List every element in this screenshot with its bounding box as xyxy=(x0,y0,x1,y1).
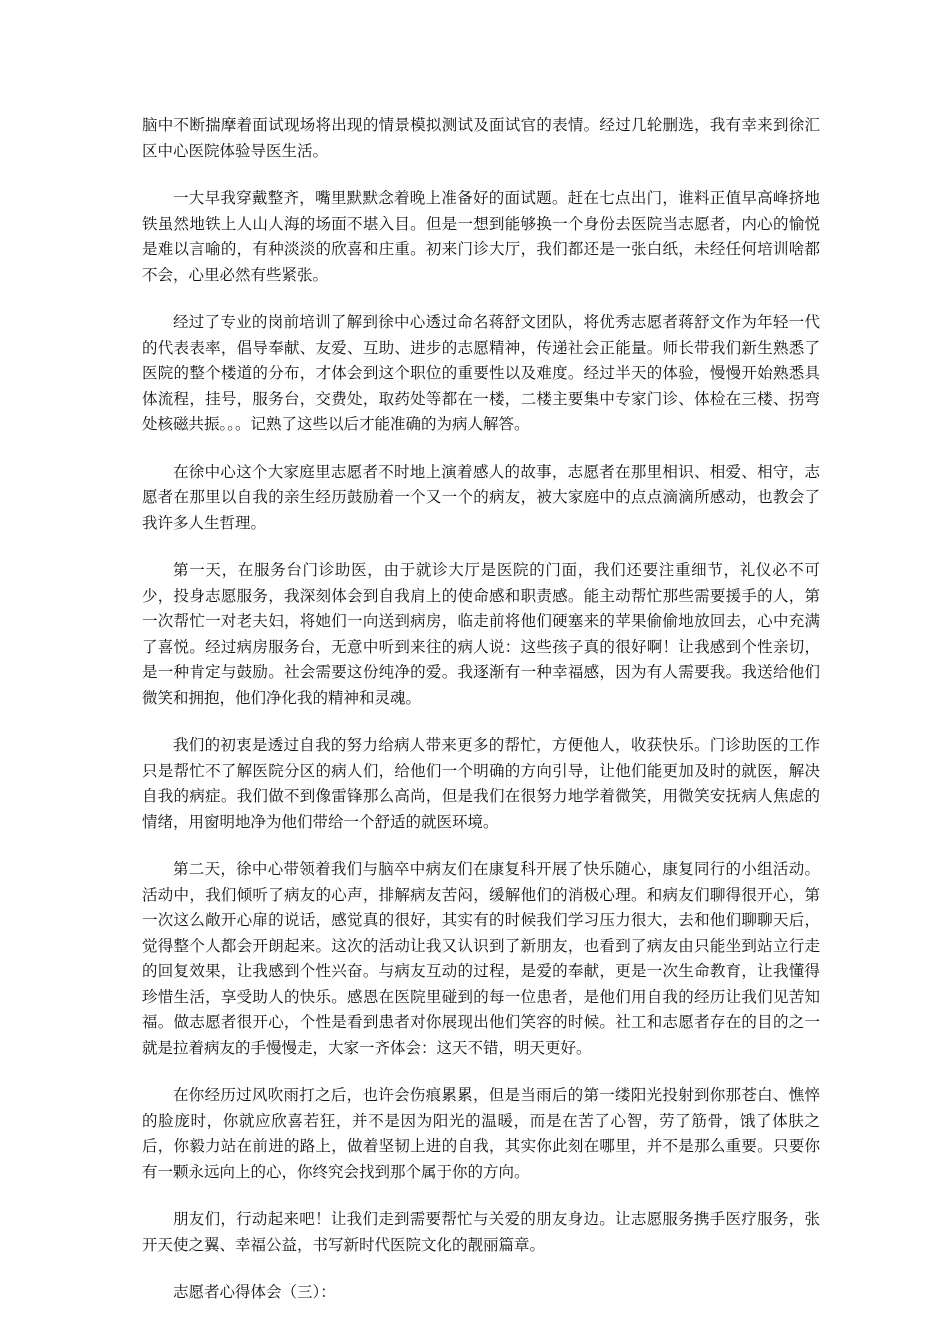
document-body xyxy=(142,113,820,1328)
paragraph-7: 第二天，徐中心带领着我们与脑卒中病友们在康复科开展了快乐随心，康复同行的小组活动。活动中，我们倾听了病友的心声，排解病友苦闷，缓解他们的消极心理。和病友们聊得很开心，第一次这么敞开心扉的说话，感觉真的很好，其实有的时候我们学习压力很大，去和他们聊聊天后，觉得整个人都会开朗起来。这次的活动让我又认识到了新朋友，也看到了病友由只能坐到站立行走的回复效果，让我感到个性兴奋。与病友互动的过程，是爱的奉献，更是一次生命教育，让我懂得珍惜生活，享受助人的快乐。感恩在医院里碰到的每一位患者，是他们用自我的经历让我们见苦知福。做志愿者很开心，个性是看到患者对你展现出他们笑容的时候。社工和志愿者存在的目的之一就是拉着病友的手慢慢走，大家一齐体会：这天不错，明天更好。 xyxy=(142,860,820,1057)
section-heading: 志愿者心得体会（三）： xyxy=(173,1283,336,1301)
paragraph-8: 在你经历过风吹雨打之后，也许会伤痕累累，但是当雨后的第一缕阳光投射到你那苍白、憔悴的脸庞时，你就应欣喜若狂，并不是因为阳光的温暖，而是在苦了心智，劳了筋骨，饿了体肤之后，你毅力站在前进的路上，做着坚韧上进的自我，其实你此刻在哪里，并不是那么重要。只要你有一颗永远向上的心，你终究会找到那个属于你的方向。 xyxy=(142,1086,820,1181)
paragraph-2: 一大早我穿戴整齐，嘴里默默念着晚上准备好的面试题。赶在七点出门，谁料正值早高峰挤地铁虽然地铁上人山人海的场面不堪入目。但是一想到能够换一个身份去医院当志愿者，内心的愉悦是难以言喻的，有种淡淡的欣喜和庄重。初来门诊大厅，我们都还是一张白纸，未经任何培训啥都不会，心里必然有些紧张。 xyxy=(142,189,820,284)
paragraph-1: 脑中不断揣摩着面试现场将出现的情景模拟测试及面试官的表情。经过几轮删选，我有幸来到徐汇区中心医院体验导医生活。 xyxy=(142,116,820,160)
paragraph-4: 在徐中心这个大家庭里志愿者不时地上演着感人的故事，志愿者在那里相识、相爱、相守，志愿者在那里以自我的亲生经历鼓励着一个又一个的病友，被大家庭中的点点滴滴所感动，也教会了我许多人生哲理。 xyxy=(142,462,820,532)
paragraph-5: 第一天，在服务台门诊助医，由于就诊大厅是医院的门面，我们还要注重细节，礼仪必不可少，投身志愿服务，我深刻体会到自我肩上的使命感和职责感。能主动帮忙那些需要援手的人，第一次帮忙一对老夫妇，将她们一向送到病房，临走前将他们硬塞来的苹果偷偷地放回去，心中充满了喜悦。经过病房服务台，无意中听到来往的病人说：这些孩子真的很好啊！让我感到个性亲切，是一种肯定与鼓励。社会需要这份纯净的爱。我逐渐有一种幸福感，因为有人需要我。我送给他们微笑和拥抱，他们净化我的精神和灵魂。 xyxy=(142,561,820,707)
paragraph-9: 朋友们，行动起来吧！让我们走到需要帮忙与关爱的朋友身边。让志愿服务携手医疗服务，张开天使之翼、幸福公益，书写新时代医院文化的靓丽篇章。 xyxy=(142,1210,820,1254)
paragraph-3: 经过了专业的岗前培训了解到徐中心透过命名蒋舒文团队，将优秀志愿者蒋舒文作为年轻一代的代表表率，倡导奉献、友爱、互助、进步的志愿精神，传递社会正能量。师长带我们新生熟悉了医院的整个楼道的分布，才体会到这个职位的重要性以及难度。经过半天的体验，慢慢开始熟悉具体流程，挂号，服务台，交费处，取药处等都在一楼，二楼主要集中专家门诊、体检在三楼、拐弯处核磁共振。。。记熟了这些以后才能准确的为病人解答。 xyxy=(142,313,820,433)
paragraph-6: 我们的初衷是透过自我的努力给病人带来更多的帮忙，方便他人，收获快乐。门诊助医的工作只是帮忙不了解医院分区的病人们，给他们一个明确的方向引导，让他们能更加及时的就医，解决自我的病症。我们做不到像雷锋那么高尚，但是我们在很努力地学着微笑，用微笑安抚病人焦虑的情绪，用窗明地净为他们带给一个舒适的就医环境。 xyxy=(142,736,820,831)
